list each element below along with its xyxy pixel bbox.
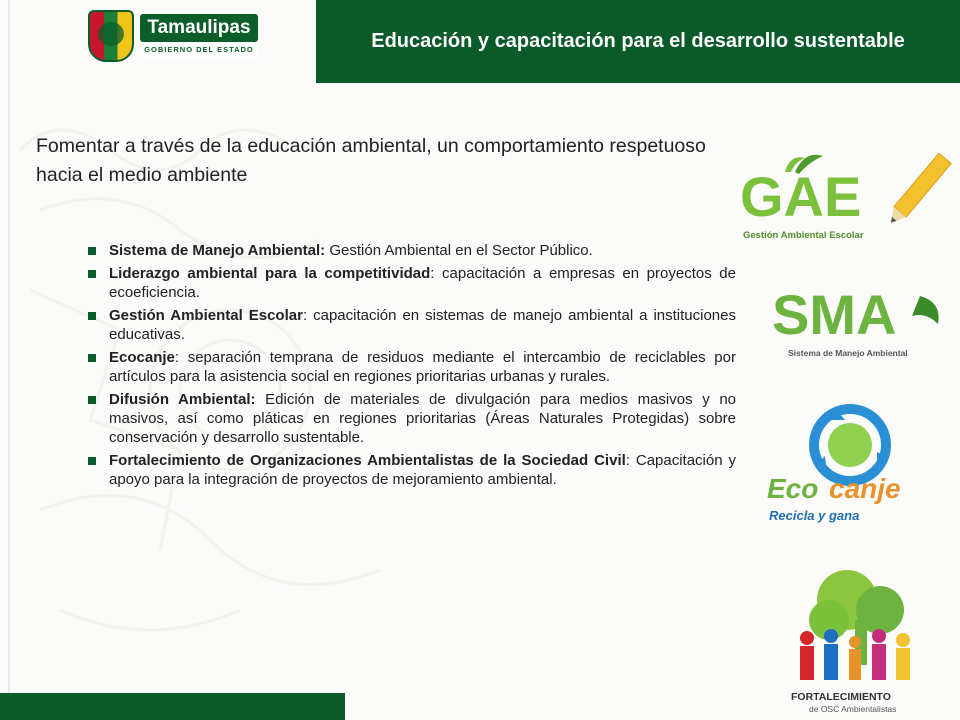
- coat-of-arms-icon: [88, 10, 134, 62]
- logo-name: Tamaulipas: [140, 14, 258, 42]
- osc-logo: [785, 560, 940, 720]
- bullet-heading: Liderazgo ambiental para la competitividad: [109, 265, 431, 282]
- title-bar: [316, 0, 960, 83]
- sma-wordmark: SMA: [772, 283, 897, 346]
- bullet-text: : capacitación a empresas en proyectos de ecoeficiencia.: [109, 265, 736, 301]
- bullet-heading: Difusión Ambiental:: [109, 391, 256, 408]
- sma-logo: [770, 282, 950, 362]
- gae-subtitle: Gestión Ambiental Escolar: [743, 230, 864, 241]
- slide-title: Educación y capacitación para el desarrollo sustentable: [371, 30, 905, 52]
- ecocanje-subtitle: Recicla y gana: [769, 508, 860, 523]
- bullet-item: [88, 451, 736, 489]
- ecocanje-word-a: Eco: [767, 473, 819, 504]
- bullet-heading: Sistema de Manejo Ambiental:: [109, 242, 326, 259]
- bullet-text: Edición de materiales de divulgación para medios masivos y no masivos, así como pláticas en regiones prioritarias (Áreas Naturales Protegidas) sobre conservación y desarrollo sustentable.: [109, 391, 737, 446]
- bullet-text: : separación temprana de residuos mediante el intercambio de reciclables por artículos para la asistencia social en regiones prioritarias urbanas y rurales.: [109, 349, 736, 385]
- bullet-text: : Capacitación y apoyo para la integración de proyectos de mejoramiento ambiental.: [109, 452, 736, 488]
- bullet-item: [88, 241, 736, 260]
- bottom-accent-bar: [0, 693, 345, 720]
- bullet-item: [88, 348, 736, 386]
- ecocanje-word-b: canje: [829, 473, 901, 504]
- bullet-heading: Ecocanje: [109, 349, 175, 366]
- bullet-item: [88, 390, 736, 447]
- bullet-list: [88, 241, 736, 493]
- intro-text: Fomentar a través de la educación ambiental, un comportamiento respetuoso hacia el medio ambiente: [36, 135, 706, 186]
- bullet-heading: Gestión Ambiental Escolar: [109, 307, 303, 324]
- tamaulipas-logo: [88, 10, 263, 64]
- bullet-text: Gestión Ambiental en el Sector Público.: [325, 242, 593, 259]
- bullet-item: [88, 306, 736, 344]
- sma-subtitle: Sistema de Manejo Ambiental: [788, 348, 908, 358]
- ecocanje-logo: [765, 400, 935, 530]
- osc-subtitle: de OSC Ambientalistas: [809, 704, 897, 714]
- bullet-text: : capacitación en sistemas de manejo ambiental a instituciones educativas.: [109, 307, 736, 343]
- bullet-item: [88, 264, 736, 302]
- gae-logo: [735, 150, 955, 245]
- osc-title: FORTALECIMIENTO: [791, 691, 891, 703]
- logo-subtitle: GOBIERNO DEL ESTADO: [140, 43, 258, 57]
- gae-wordmark: GAE: [740, 165, 862, 228]
- bullet-heading: Fortalecimiento de Organizaciones Ambientalistas de la Sociedad Civil: [109, 452, 626, 469]
- left-divider-line: [8, 0, 10, 720]
